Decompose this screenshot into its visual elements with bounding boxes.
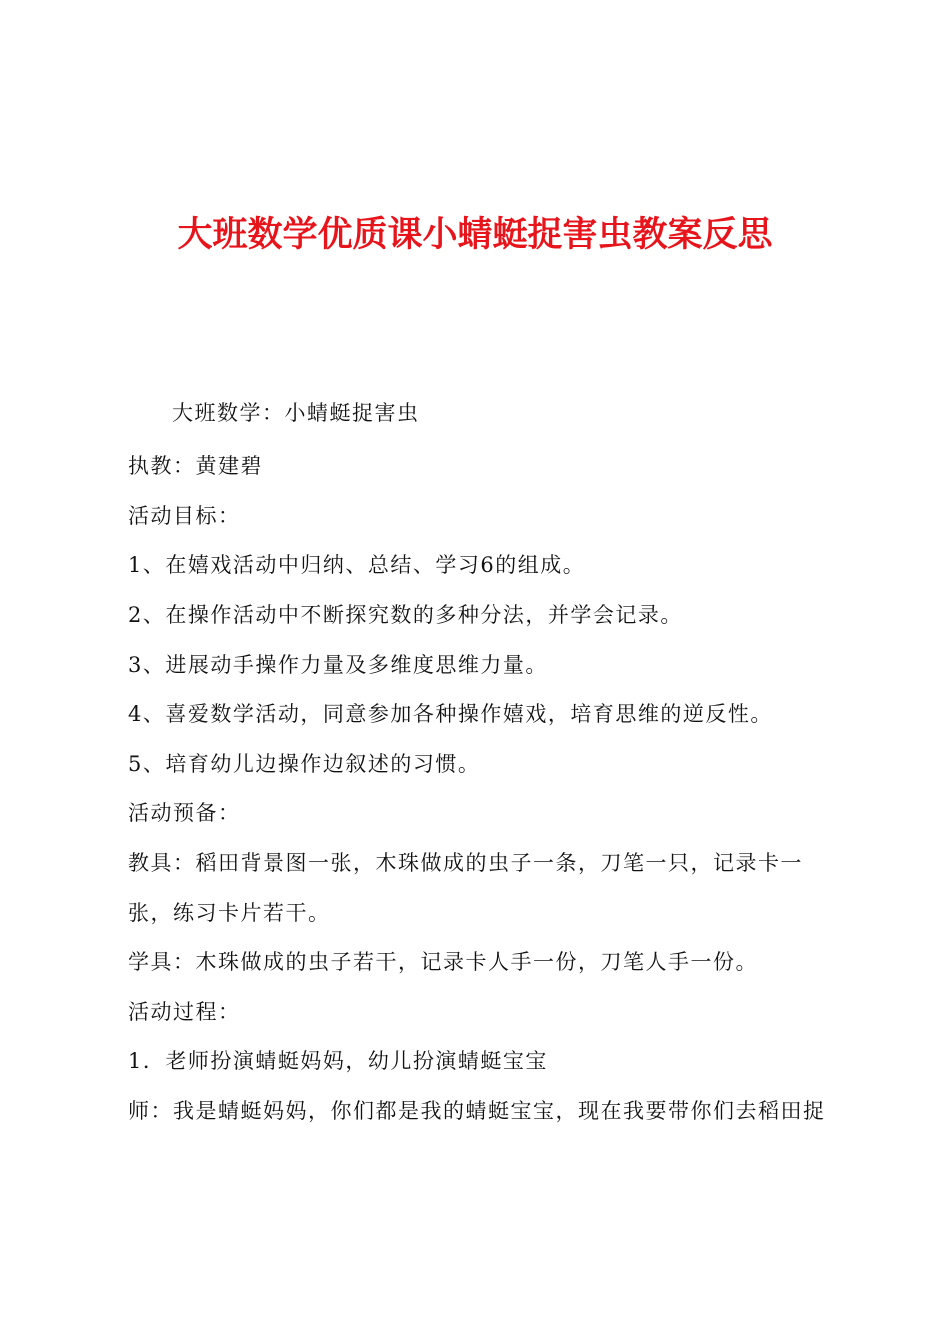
- prep-teacher-line-2: 张，练习卡片若干。: [128, 901, 331, 925]
- goal-item-4: 4、喜爱数学活动，同意参加各种操作嬉戏，培育思维的逆反性。: [128, 702, 773, 726]
- process-heading: 活动过程：: [128, 1000, 241, 1024]
- process-step-1: 1．老师扮演蜻蜓妈妈，幼儿扮演蜻蜓宝宝: [128, 1049, 548, 1073]
- teacher-line: 执教：黄建碧: [128, 454, 263, 478]
- goal-item-2: 2、在操作活动中不断探究数的多种分法，并学会记录。: [128, 603, 683, 627]
- goal-item-1: 1、在嬉戏活动中归纳、总结、学习6的组成。: [128, 553, 586, 577]
- document-title: 大班数学优质课小蜻蜓捉害虫教案反思: [177, 214, 773, 255]
- lesson-subtitle: 大班数学：小蜻蜓捉害虫: [172, 401, 420, 425]
- process-dialog-1: 师：我是蜻蜓妈妈，你们都是我的蜻蜓宝宝，现在我要带你们去稻田捉: [128, 1099, 826, 1123]
- prep-heading: 活动预备：: [128, 801, 241, 825]
- prep-teacher-line-1: 教具：稻田背景图一张，木珠做成的虫子一条，刀笔一只，记录卡一: [128, 851, 803, 875]
- goal-item-3: 3、进展动手操作力量及多维度思维力量。: [128, 653, 548, 677]
- goals-heading: 活动目标：: [128, 504, 241, 528]
- goal-item-5: 5、培育幼儿边操作边叙述的习惯。: [128, 752, 481, 776]
- prep-student-line: 学具：木珠做成的虫子若干，记录卡人手一份，刀笔人手一份。: [128, 950, 758, 974]
